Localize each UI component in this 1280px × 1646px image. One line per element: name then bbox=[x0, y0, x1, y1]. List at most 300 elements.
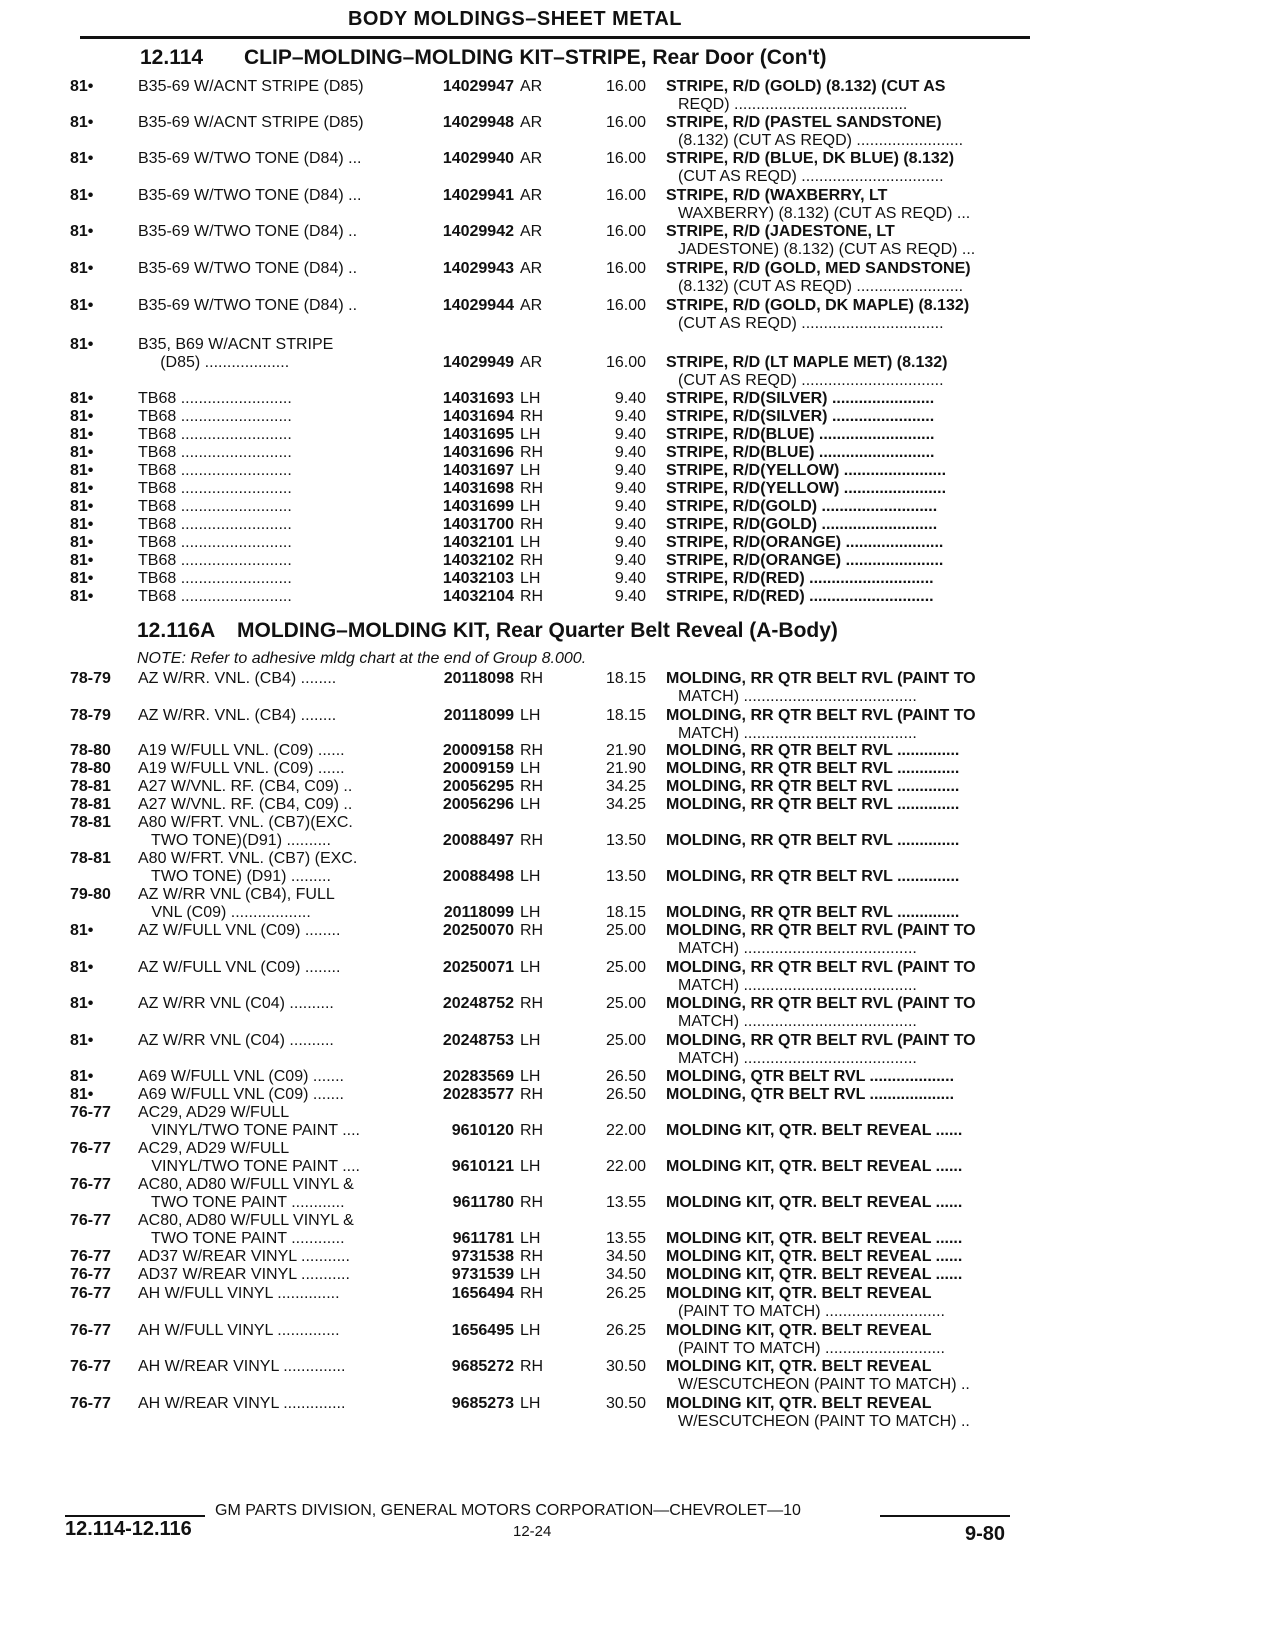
price: 9.40 bbox=[614, 552, 646, 569]
description bbox=[666, 408, 1024, 426]
description bbox=[666, 516, 1024, 534]
description bbox=[666, 462, 1024, 480]
application: AC80, AD80 W/FULL VINYL & bbox=[138, 1176, 354, 1193]
footer-section-range: 12.114-12.116 bbox=[65, 1518, 192, 1540]
description bbox=[666, 480, 1024, 498]
application: TB68 ......................... bbox=[138, 588, 292, 605]
part-number: 9611780 bbox=[452, 1194, 514, 1211]
price: 16.00 bbox=[605, 114, 646, 131]
model-year: 76-77 bbox=[70, 1358, 111, 1375]
application: AH W/FULL VINYL .............. bbox=[138, 1285, 340, 1302]
description bbox=[666, 260, 1024, 296]
model-year: 76-77 bbox=[70, 1212, 111, 1229]
description-line: MOLDING KIT, QTR. BELT REVEAL ...... bbox=[666, 1230, 963, 1247]
side-code: AR bbox=[520, 114, 543, 131]
application: TB68 ......................... bbox=[138, 570, 292, 587]
description bbox=[666, 1230, 1024, 1248]
description bbox=[666, 114, 1024, 150]
application: TB68 ......................... bbox=[138, 534, 292, 551]
description bbox=[666, 534, 1024, 552]
description-line: MOLDING, RR QTR BELT RVL .............. bbox=[666, 778, 960, 795]
model-year: 81• bbox=[70, 297, 94, 314]
price: 26.50 bbox=[605, 1068, 646, 1085]
side-code: RH bbox=[520, 588, 544, 605]
model-year: 78-81 bbox=[70, 778, 111, 795]
description-line: STRIPE, R/D(ORANGE) ...................... bbox=[666, 534, 944, 551]
part-number: 14029944 bbox=[442, 297, 514, 314]
price: 13.55 bbox=[605, 1194, 646, 1211]
description-line: MATCH) ....................................... bbox=[678, 1050, 917, 1067]
application: B35-69 W/ACNT STRIPE (D85) bbox=[138, 114, 364, 131]
description-line: MOLDING, RR QTR BELT RVL .............. bbox=[666, 832, 960, 849]
section-heading bbox=[0, 619, 1280, 649]
section-heading bbox=[0, 46, 1280, 76]
application: AZ W/RR VNL (C04) .......... bbox=[138, 995, 334, 1012]
description-line: STRIPE, R/D(ORANGE) ...................... bbox=[666, 552, 944, 569]
model-year: 76-77 bbox=[70, 1248, 111, 1265]
price: 9.40 bbox=[614, 534, 646, 551]
description bbox=[666, 760, 1024, 778]
part-number: 14029949 bbox=[442, 354, 514, 371]
description-line: (8.132) (CUT AS REQD) ........................ bbox=[678, 132, 964, 149]
description bbox=[666, 1122, 1024, 1140]
model-year: 76-77 bbox=[70, 1395, 111, 1412]
application: TB68 ......................... bbox=[138, 498, 292, 515]
side-code: LH bbox=[520, 1395, 541, 1412]
application: A69 W/FULL VNL (C09) ....... bbox=[138, 1068, 344, 1085]
description-line: MOLDING, RR QTR BELT RVL .............. bbox=[666, 868, 960, 885]
model-year: 81• bbox=[70, 114, 94, 131]
description bbox=[666, 868, 1024, 886]
description bbox=[666, 904, 1024, 922]
description-line: (PAINT TO MATCH) ........................... bbox=[678, 1303, 945, 1320]
side-code: RH bbox=[520, 832, 544, 849]
description-line: MOLDING, RR QTR BELT RVL .............. bbox=[666, 742, 960, 759]
price: 30.50 bbox=[605, 1358, 646, 1375]
application: TB68 ......................... bbox=[138, 480, 292, 497]
model-year: 81• bbox=[70, 1068, 94, 1085]
price: 21.90 bbox=[605, 742, 646, 759]
model-year: 81• bbox=[70, 408, 94, 425]
side-code: RH bbox=[520, 1358, 544, 1375]
page-title: BODY MOLDINGS–SHEET METAL bbox=[347, 8, 682, 30]
part-number: 20009159 bbox=[442, 760, 514, 777]
part-number: 14032101 bbox=[442, 534, 514, 551]
model-year: 81• bbox=[70, 588, 94, 605]
part-number: 14032103 bbox=[442, 570, 514, 587]
price: 9.40 bbox=[614, 588, 646, 605]
description-line: MATCH) ....................................... bbox=[678, 940, 917, 957]
price: 30.50 bbox=[605, 1395, 646, 1412]
application: AZ W/RR VNL (CB4), FULL bbox=[138, 886, 335, 903]
price: 9.40 bbox=[614, 390, 646, 407]
application: AZ W/FULL VNL (C09) ........ bbox=[138, 959, 341, 976]
price: 26.50 bbox=[605, 1086, 646, 1103]
description-line: MOLDING, RR QTR BELT RVL (PAINT TO bbox=[666, 707, 976, 724]
application: A69 W/FULL VNL (C09) ....... bbox=[138, 1086, 344, 1103]
description-line: STRIPE, R/D (GOLD, DK MAPLE) (8.132) bbox=[666, 297, 970, 314]
application: AD37 W/REAR VINYL ........... bbox=[138, 1266, 350, 1283]
description-line: MATCH) ....................................... bbox=[678, 1013, 917, 1030]
description bbox=[666, 778, 1024, 796]
price: 16.00 bbox=[605, 297, 646, 314]
application: B35, B69 W/ACNT STRIPE bbox=[138, 336, 334, 353]
description bbox=[666, 959, 1024, 995]
application: TB68 ......................... bbox=[138, 408, 292, 425]
side-code: LH bbox=[520, 1158, 541, 1175]
application: VNL (C09) .................. bbox=[138, 904, 311, 921]
part-number: 14031698 bbox=[442, 480, 514, 497]
application: TB68 ......................... bbox=[138, 444, 292, 461]
application: A19 W/FULL VNL. (C09) ...... bbox=[138, 742, 345, 759]
side-code: RH bbox=[520, 1285, 544, 1302]
part-number: 14031694 bbox=[442, 408, 514, 425]
model-year: 81• bbox=[70, 995, 94, 1012]
description-line: MOLDING, RR QTR BELT RVL .............. bbox=[666, 760, 960, 777]
price: 22.00 bbox=[605, 1122, 646, 1139]
model-year: 81• bbox=[70, 959, 94, 976]
price: 16.00 bbox=[605, 354, 646, 371]
description bbox=[666, 1194, 1024, 1212]
model-year: 81• bbox=[70, 1086, 94, 1103]
side-code: LH bbox=[520, 570, 541, 587]
side-code: LH bbox=[520, 534, 541, 551]
application: AH W/FULL VINYL .............. bbox=[138, 1322, 340, 1339]
model-year: 76-77 bbox=[70, 1176, 111, 1193]
description-line: MATCH) ....................................... bbox=[678, 725, 917, 742]
application: TWO TONE)(D91) .......... bbox=[138, 832, 331, 849]
price: 13.55 bbox=[605, 1230, 646, 1247]
description-line: MOLDING KIT, QTR. BELT REVEAL ...... bbox=[666, 1122, 963, 1139]
application: TB68 ......................... bbox=[138, 390, 292, 407]
price: 9.40 bbox=[614, 480, 646, 497]
application: (D85) ................... bbox=[138, 354, 290, 371]
model-year: 81• bbox=[70, 336, 94, 353]
section-number: 12.116A bbox=[137, 619, 216, 642]
description-line: (PAINT TO MATCH) ........................... bbox=[678, 1340, 945, 1357]
description-line: STRIPE, R/D(YELLOW) ....................... bbox=[666, 462, 947, 479]
application: A27 W/VNL. RF. (CB4, C09) .. bbox=[138, 796, 353, 813]
part-number: 20283569 bbox=[442, 1068, 514, 1085]
description bbox=[666, 1086, 1024, 1104]
application: TB68 ......................... bbox=[138, 462, 292, 479]
section-title: MOLDING–MOLDING KIT, Rear Quarter Belt Reveal (A-Body) bbox=[237, 619, 838, 642]
model-year: 81• bbox=[70, 462, 94, 479]
part-number: 14031695 bbox=[442, 426, 514, 443]
description bbox=[666, 426, 1024, 444]
section-title: CLIP–MOLDING–MOLDING KIT–STRIPE, Rear Door (Con't) bbox=[244, 46, 827, 69]
price: 16.00 bbox=[605, 78, 646, 95]
side-code: RH bbox=[520, 480, 544, 497]
application: AZ W/RR. VNL. (CB4) ........ bbox=[138, 670, 337, 687]
side-code: LH bbox=[520, 1230, 541, 1247]
description bbox=[666, 1285, 1024, 1321]
price: 25.00 bbox=[605, 922, 646, 939]
application: B35-69 W/TWO TONE (D84) ... bbox=[138, 187, 362, 204]
model-year: 81• bbox=[70, 187, 94, 204]
model-year: 76-77 bbox=[70, 1322, 111, 1339]
price: 22.00 bbox=[605, 1158, 646, 1175]
price: 18.15 bbox=[605, 670, 646, 687]
description-line: (8.132) (CUT AS REQD) ........................ bbox=[678, 278, 964, 295]
price: 25.00 bbox=[605, 1032, 646, 1049]
part-number: 14032102 bbox=[442, 552, 514, 569]
application: AZ W/RR VNL (C04) .......... bbox=[138, 1032, 334, 1049]
side-code: LH bbox=[520, 462, 541, 479]
application: AZ W/FULL VNL (C09) ........ bbox=[138, 922, 341, 939]
description-line: STRIPE, R/D (PASTEL SANDSTONE) bbox=[666, 114, 942, 131]
side-code: RH bbox=[520, 778, 544, 795]
description bbox=[666, 1068, 1024, 1086]
side-code: LH bbox=[520, 707, 541, 724]
side-code: RH bbox=[520, 444, 544, 461]
model-year: 76-77 bbox=[70, 1140, 111, 1157]
part-number: 20088498 bbox=[442, 868, 514, 885]
part-number: 1656495 bbox=[451, 1322, 514, 1339]
price: 16.00 bbox=[605, 150, 646, 167]
part-number: 20250070 bbox=[442, 922, 514, 939]
application: TWO TONE) (D91) ......... bbox=[138, 868, 331, 885]
description-line: STRIPE, R/D(YELLOW) ....................... bbox=[666, 480, 947, 497]
description bbox=[666, 1248, 1024, 1266]
part-number: 14029941 bbox=[442, 187, 514, 204]
application: VINYL/TWO TONE PAINT .... bbox=[138, 1122, 360, 1139]
model-year: 81• bbox=[70, 78, 94, 95]
description-line: STRIPE, R/D (JADESTONE, LT bbox=[666, 223, 895, 240]
description-line: STRIPE, R/D(GOLD) .......................... bbox=[666, 498, 938, 515]
description bbox=[666, 1322, 1024, 1358]
price: 9.40 bbox=[614, 516, 646, 533]
description bbox=[666, 995, 1024, 1031]
price: 25.00 bbox=[605, 959, 646, 976]
description-line: W/ESCUTCHEON (PAINT TO MATCH) .. bbox=[678, 1413, 970, 1430]
part-number: 9731539 bbox=[451, 1266, 514, 1283]
description-line: (CUT AS REQD) ................................ bbox=[678, 315, 944, 332]
price: 34.50 bbox=[605, 1266, 646, 1283]
footer-publisher: GM PARTS DIVISION, GENERAL MOTORS CORPORATION—CHEVROLET—10 bbox=[215, 1502, 801, 1519]
model-year: 81• bbox=[70, 444, 94, 461]
price: 16.00 bbox=[605, 260, 646, 277]
description-line: MOLDING KIT, QTR. BELT REVEAL bbox=[666, 1395, 932, 1412]
price: 9.40 bbox=[614, 462, 646, 479]
side-code: RH bbox=[520, 516, 544, 533]
model-year: 81• bbox=[70, 260, 94, 277]
part-number: 9611781 bbox=[452, 1230, 514, 1247]
side-code: AR bbox=[520, 297, 543, 314]
application: B35-69 W/TWO TONE (D84) .. bbox=[138, 260, 358, 277]
description bbox=[666, 187, 1024, 223]
part-number: 14031693 bbox=[442, 390, 514, 407]
model-year: 81• bbox=[70, 223, 94, 240]
part-number: 20248752 bbox=[442, 995, 514, 1012]
description-line: REQD) ....................................... bbox=[678, 96, 908, 113]
price: 18.15 bbox=[605, 707, 646, 724]
price: 34.25 bbox=[605, 796, 646, 813]
description-line: MOLDING KIT, QTR. BELT REVEAL bbox=[666, 1322, 932, 1339]
part-number: 14029942 bbox=[442, 223, 514, 240]
description bbox=[666, 1266, 1024, 1284]
model-year: 81• bbox=[70, 390, 94, 407]
application: B35-69 W/TWO TONE (D84) .. bbox=[138, 297, 358, 314]
application: B35-69 W/ACNT STRIPE (D85) bbox=[138, 78, 364, 95]
model-year: 79-80 bbox=[70, 886, 111, 903]
model-year: 81• bbox=[70, 1032, 94, 1049]
model-year: 76-77 bbox=[70, 1285, 111, 1302]
price: 9.40 bbox=[614, 444, 646, 461]
description-line: STRIPE, R/D (GOLD, MED SANDSTONE) bbox=[666, 260, 971, 277]
description bbox=[666, 552, 1024, 570]
description bbox=[666, 354, 1024, 390]
description-line: MOLDING, RR QTR BELT RVL .............. bbox=[666, 904, 960, 921]
description bbox=[666, 223, 1024, 259]
model-year: 81• bbox=[70, 480, 94, 497]
side-code: AR bbox=[520, 260, 543, 277]
part-number: 20248753 bbox=[442, 1032, 514, 1049]
side-code: AR bbox=[520, 150, 543, 167]
side-code: RH bbox=[520, 995, 544, 1012]
description-line: MOLDING KIT, QTR. BELT REVEAL ...... bbox=[666, 1194, 963, 1211]
description-line: MOLDING, QTR BELT RVL ................... bbox=[666, 1068, 955, 1085]
description bbox=[666, 150, 1024, 186]
model-year: 76-77 bbox=[70, 1266, 111, 1283]
model-year: 78-81 bbox=[70, 814, 111, 831]
price: 26.25 bbox=[605, 1322, 646, 1339]
side-code: RH bbox=[520, 552, 544, 569]
part-number: 20250071 bbox=[442, 959, 514, 976]
description-line: MATCH) ....................................... bbox=[678, 977, 917, 994]
description-line: MOLDING, RR QTR BELT RVL .............. bbox=[666, 796, 960, 813]
application: AC80, AD80 W/FULL VINYL & bbox=[138, 1212, 354, 1229]
side-code: RH bbox=[520, 1122, 544, 1139]
description-line: MOLDING, QTR BELT RVL ................... bbox=[666, 1086, 955, 1103]
part-number: 14029947 bbox=[442, 78, 514, 95]
application: AC29, AD29 W/FULL bbox=[138, 1104, 290, 1121]
description bbox=[666, 742, 1024, 760]
part-number: 20056295 bbox=[442, 778, 514, 795]
part-number: 20056296 bbox=[442, 796, 514, 813]
side-code: RH bbox=[520, 742, 544, 759]
model-year: 78-81 bbox=[70, 850, 111, 867]
description bbox=[666, 832, 1024, 850]
side-code: AR bbox=[520, 78, 543, 95]
price: 34.50 bbox=[605, 1248, 646, 1265]
description-line: MOLDING, RR QTR BELT RVL (PAINT TO bbox=[666, 995, 976, 1012]
side-code: RH bbox=[520, 1086, 544, 1103]
description bbox=[666, 1032, 1024, 1068]
part-number: 20009158 bbox=[442, 742, 514, 759]
price: 13.50 bbox=[605, 832, 646, 849]
description-line: STRIPE, R/D(BLUE) .......................... bbox=[666, 426, 935, 443]
description-line: JADESTONE) (8.132) (CUT AS REQD) ... bbox=[678, 241, 976, 258]
side-code: LH bbox=[520, 390, 541, 407]
description-line: STRIPE, R/D(GOLD) .......................... bbox=[666, 516, 938, 533]
model-year: 76-77 bbox=[70, 1104, 111, 1121]
part-number: 9731538 bbox=[451, 1248, 514, 1265]
description-line: STRIPE, R/D (BLUE, DK BLUE) (8.132) bbox=[666, 150, 955, 167]
description bbox=[666, 1158, 1024, 1176]
description bbox=[666, 498, 1024, 516]
application: AZ W/RR. VNL. (CB4) ........ bbox=[138, 707, 337, 724]
description bbox=[666, 78, 1024, 114]
part-number: 9685273 bbox=[451, 1395, 514, 1412]
description bbox=[666, 390, 1024, 408]
side-code: LH bbox=[520, 1032, 541, 1049]
description-line: (CUT AS REQD) ................................ bbox=[678, 372, 944, 389]
part-number: 9610120 bbox=[451, 1122, 514, 1139]
application: AD37 W/REAR VINYL ........... bbox=[138, 1248, 350, 1265]
footer-page-number: 12-24 bbox=[513, 1523, 552, 1540]
description-line: STRIPE, R/D(RED) ............................ bbox=[666, 570, 934, 587]
side-code: LH bbox=[520, 760, 541, 777]
description-line: W/ESCUTCHEON (PAINT TO MATCH) .. bbox=[678, 1376, 970, 1393]
side-code: LH bbox=[520, 1068, 541, 1085]
model-year: 78-79 bbox=[70, 707, 111, 724]
description bbox=[666, 707, 1024, 743]
side-code: LH bbox=[520, 1266, 541, 1283]
model-year: 81• bbox=[70, 922, 94, 939]
description-line: STRIPE, R/D (WAXBERRY, LT bbox=[666, 187, 888, 204]
side-code: LH bbox=[520, 1322, 541, 1339]
side-code: RH bbox=[520, 408, 544, 425]
description-line: MATCH) ....................................... bbox=[678, 688, 917, 705]
description bbox=[666, 588, 1024, 606]
part-number: 14031697 bbox=[442, 462, 514, 479]
description-line: MOLDING KIT, QTR. BELT REVEAL ...... bbox=[666, 1158, 963, 1175]
price: 25.00 bbox=[605, 995, 646, 1012]
side-code: AR bbox=[520, 223, 543, 240]
price: 9.40 bbox=[614, 426, 646, 443]
description-line: STRIPE, R/D(SILVER) ....................... bbox=[666, 408, 935, 425]
description bbox=[666, 297, 1024, 333]
model-year: 81• bbox=[70, 552, 94, 569]
description bbox=[666, 1395, 1024, 1431]
price: 9.40 bbox=[614, 408, 646, 425]
part-number: 14029940 bbox=[442, 150, 514, 167]
description bbox=[666, 670, 1024, 706]
description bbox=[666, 922, 1024, 958]
part-number: 9610121 bbox=[451, 1158, 514, 1175]
side-code: LH bbox=[520, 796, 541, 813]
side-code: RH bbox=[520, 670, 544, 687]
model-year: 78-80 bbox=[70, 760, 111, 777]
section-number: 12.114 bbox=[140, 46, 204, 69]
price: 9.40 bbox=[614, 570, 646, 587]
application: A80 W/FRT. VNL. (CB7) (EXC. bbox=[138, 850, 358, 867]
description bbox=[666, 570, 1024, 588]
part-number: 14031700 bbox=[442, 516, 514, 533]
part-number: 14032104 bbox=[442, 588, 514, 605]
price: 21.90 bbox=[605, 760, 646, 777]
description bbox=[666, 796, 1024, 814]
part-number: 20283577 bbox=[442, 1086, 514, 1103]
side-code: RH bbox=[520, 922, 544, 939]
application: A19 W/FULL VNL. (C09) ...... bbox=[138, 760, 345, 777]
description-line: MOLDING KIT, QTR. BELT REVEAL ...... bbox=[666, 1248, 963, 1265]
price: 13.50 bbox=[605, 868, 646, 885]
side-code: AR bbox=[520, 354, 543, 371]
application: AH W/REAR VINYL .............. bbox=[138, 1358, 346, 1375]
application: A27 W/VNL. RF. (CB4, C09) .. bbox=[138, 778, 353, 795]
footer-rule bbox=[65, 1515, 205, 1517]
price: 16.00 bbox=[605, 223, 646, 240]
application: AH W/REAR VINYL .............. bbox=[138, 1395, 346, 1412]
description-line: MOLDING, RR QTR BELT RVL (PAINT TO bbox=[666, 670, 976, 687]
side-code: RH bbox=[520, 1194, 544, 1211]
model-year: 81• bbox=[70, 498, 94, 515]
model-year: 78-80 bbox=[70, 742, 111, 759]
application: B35-69 W/TWO TONE (D84) .. bbox=[138, 223, 358, 240]
model-year: 81• bbox=[70, 570, 94, 587]
